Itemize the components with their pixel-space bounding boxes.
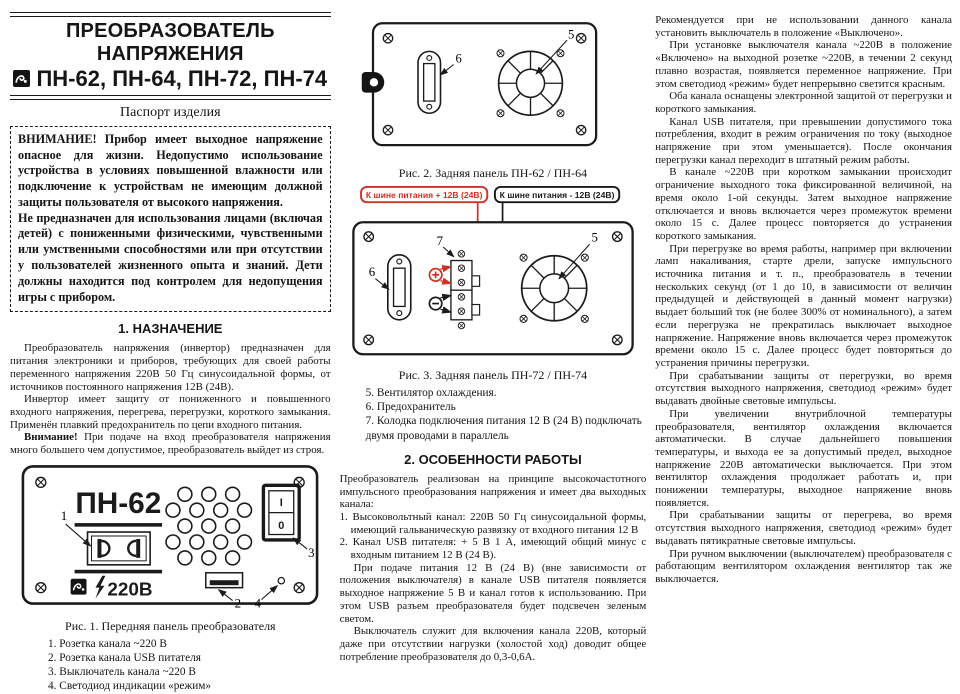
document-subtitle: Паспорт изделия	[120, 105, 221, 120]
left-column	[10, 10, 331, 693]
document-title-models: ПН-62, ПН-64, ПН-72, ПН-74	[36, 66, 328, 91]
panel-brand-logo-icon	[71, 579, 87, 595]
numbered-item: 1. Высоковольтный канал: 220В 50 Гц синусоидальной формы, имеющий гальваническую развязку от входного питания 12 В	[339, 510, 647, 536]
legend-item: 2. Розетка канала USB питателя	[48, 652, 201, 664]
figure-1-legend	[48, 637, 331, 694]
callout-1: 1	[60, 507, 68, 523]
callout-4: 4	[254, 595, 262, 611]
legend-item: 7. Колодка подключения питания 12 В (24 В) подключать двумя проводами в параллель	[365, 415, 642, 442]
bus-label-plus-text: К шине питания + 12В (24В)	[365, 189, 483, 200]
section-2	[340, 452, 647, 664]
paragraph: Инвертор имеет защиту от пониженного и повышенного входного напряжения, перегрева, перегрузки, короткого замыкания. Применён плавкий предохранитель по цепи входного питания.	[10, 393, 331, 431]
callout-5: 5	[567, 27, 575, 42]
attention-rest: При подаче на вход преобразователя напряжения много большего чем допустимое, преобразователь выйдет из строя.	[10, 431, 331, 457]
panel-voltage-label: 220В	[107, 579, 153, 601]
middle-column	[340, 10, 647, 679]
warning-paragraph: ВНИМАНИЕ! Прибор имеет выходное напряжение опасное для жизни. Недопустимо использование устройства в условиях повышенной влажности или подключение к устройствам не имеющим должной защиты пользователя от высокого напряжения.	[18, 131, 323, 209]
figure-2-back-panel	[340, 16, 647, 163]
title-block	[10, 12, 331, 100]
callout-6: 6	[368, 264, 376, 279]
switch-off-label: 0	[278, 519, 285, 532]
callout-3: 3	[308, 544, 315, 560]
legend-item: 4. Светодиод индикации «режим»	[48, 680, 212, 693]
callout-5: 5	[591, 230, 598, 245]
numbered-item: 2. Канал USB питателя: + 5 В 1 А, имеющий общий минус с входным питанием 12 В (24 В).	[339, 536, 647, 562]
paragraph: При срабатывании защиты от перегрева, во время отсутствия выходного напряжения, светодиод «режим» будет выдавать пятикратные световые импульсы.	[655, 509, 952, 547]
paragraph: При срабатывании защиты от перегрузки, во время отсутствия выходного напряжения, светодиод «режим» будет выдавать двойные световые импульсы.	[655, 369, 952, 408]
legend-item: 6. Предохранитель	[365, 401, 456, 414]
right-column	[655, 10, 952, 679]
switch-on-label: I	[280, 496, 284, 509]
warning-box	[10, 126, 331, 313]
legend-item: 1. Розетка канала ~220 В	[48, 637, 167, 650]
callout-7: 7	[436, 234, 443, 249]
legend-item: 3. Выключатель канала ~220 В	[48, 666, 196, 679]
callout-6: 6	[455, 51, 462, 66]
figure-3-back-panel	[340, 184, 647, 365]
figure-2-caption: Рис. 2. Задняя панель ПН-62 / ПН-64	[398, 166, 588, 180]
section2-heading: 2. ОСОБЕННОСТИ РАБОТЫ	[404, 451, 582, 467]
paragraph: При ручном выключении (выключателем) преобразователя с работающим вентилятором охлаждения вентилятор так же выключается.	[655, 547, 952, 585]
bus-label-plus	[361, 187, 487, 202]
document-title-line2-row	[10, 66, 331, 91]
paragraph: Оба канала оснащены электронной защитой от перегрузки и короткого замыкания.	[655, 90, 952, 115]
paragraph: При подаче питания 12 В (24 В) (вне зависимости от положения выключателя) в канале USB питателя появляется выходное напряжение 5 В и канал готов к использованию. При этом USB разъем преобразователя будет подсвечен зеленым светом.	[339, 561, 647, 625]
cable-grommet	[364, 72, 385, 93]
figure-3-legend	[366, 386, 647, 443]
figure-1-caption: Рис. 1. Передняя панель преобразователя	[65, 618, 276, 633]
paragraph: При установке выключателя канала ~220В в положение «Включено» на выходной розетке ~220В, в течении 2 секунд плавно возрастая, появляется переменное напряжение. При этом светодиод «режим» будет непрерывно светится красным.	[655, 39, 952, 90]
bus-label-minus-text: К шине питания - 12В (24В)	[499, 189, 615, 200]
section1-heading: 1. НАЗНАЧЕНИЕ	[118, 321, 223, 337]
brand-logo-icon	[13, 70, 30, 87]
document-title-line1: ПРЕОБРАЗОВАТЕЛЬ НАПРЯЖЕНИЯ	[65, 20, 275, 65]
paragraph: При перегрузке во время работы, например при включении ламп накаливания, старте дрели, запуске импульсного источника питания и т. п., преобразователь в течении нескольких секунд (от 1 до 10, в зависимости от величин предыдущей и действующей в данный момент нагрузки) выдает больший ток (не более 300% от номинального), а затем если перегрузка не прекратилась выключает выходное напряжение. Напряжение вновь включается через промежуток времени около 15 с. Далее процесс будет повторяться до устранения причины перегрузки.	[655, 242, 952, 369]
paragraph: Выключатель служит для включения канала 220В, который даже при отсутствии нагрузки (холостой ход) доводит общее потребление преобразователя до 0,3-0,6А.	[339, 625, 647, 663]
bus-label-minus	[495, 187, 619, 202]
attention-lead: Внимание!	[24, 431, 78, 444]
paragraph: При увеличении внутриблочной температуры преобразователя, вентилятор охлаждения включается автоматически. В случае дальнейшего повышения температуры, и выхода ее за допустимый предел, выходное напряжение 220В автоматически выключается. При этом вентилятор охлаждения продолжает работать и, при понижении температуры, выходное напряжение вновь появляется.	[655, 407, 952, 509]
paragraph: Преобразователь напряжения (инвертор) предназначен для питания электроники и приборов, требующих для своей работы переменного напряжения 220В 50 Гц синусоидальной формы, от источников постоянного напряжения 12В (24В).	[10, 342, 331, 393]
title-rule-bottom	[10, 95, 331, 100]
callout-2: 2	[234, 595, 242, 611]
warning-paragraph: Не предназначен для использования лицами (включая детей) с пониженными физическими, чувственными или умственными способностями или при отсутствии у пользователей жизненного опыта и знаний. Дети должны находится под контролем для недопущения игры с прибором.	[18, 210, 323, 304]
paragraph: Канал USB питателя, при превышении допустимого тока потребления, входит в режим ограничения по току (выходное напряжение при этом уменьшается). После окончания перегрузки канал переходит в штатный режим работы.	[655, 115, 952, 166]
panel-model-label: ПН-62	[75, 486, 162, 520]
figure-3-caption: Рис. 3. Задняя панель ПН-72 / ПН-74	[398, 368, 588, 382]
paragraph: Преобразователь реализован на принципе высокочастотного импульсного преобразования напряжения и имеет два выходных канала:	[339, 472, 647, 511]
paragraph: В канале ~220В при коротком замыкании происходит ограничение выходного тока фиксированной величиной, на время около 1-ой секунды. Затем выходное напряжение отключается и вновь включается через промежуток времени около 15 с. Далее процесс повторяется до устранения короткого замыкания.	[655, 166, 952, 242]
legend-item: 5. Вентилятор охлаждения.	[365, 387, 497, 399]
paragraph	[10, 431, 331, 456]
figure-1-front-panel	[10, 461, 331, 616]
paragraph: Рекомендуется при не использовании данного канала установить выключатель в положение «Выключено».	[655, 14, 952, 39]
